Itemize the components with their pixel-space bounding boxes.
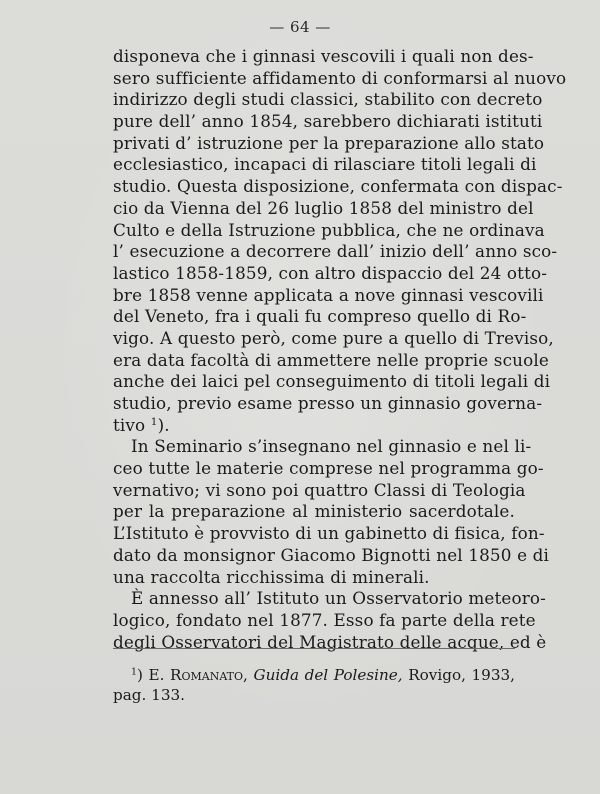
text-line: vernativo; vi sono poi quattro Classi di Teologia [113, 479, 526, 500]
text-line: l’ esecuzione a decorrere dall’ inizio dell’ anno sco- [113, 241, 558, 262]
text-line: lastico 1858-1859, con altro dispaccio del 24 otto- [113, 262, 548, 283]
text-line: per la preparazione al ministerio sacerdotale. [113, 501, 515, 522]
text-line: del Veneto, fra i quali fu compreso quello di Ro- [113, 306, 527, 327]
text-line: dato da monsignor Giacomo Bignotti nel 1850 e di [113, 544, 550, 565]
footnote-marker: 1 [131, 666, 137, 678]
footnote-line [113, 665, 515, 685]
footnote-author: E. Romanato, [148, 666, 248, 684]
footnote-marker-suffix: ) [137, 666, 143, 684]
text-line-with-footnote-ref [113, 415, 515, 437]
text-line: ceo tutte le materie comprese nel programma go- [113, 458, 544, 479]
text-line: indirizzo degli studi classici, stabilito con decreto [113, 89, 543, 110]
text-line: ecclesiastico, incapaci di rilasciare titoli legali di [113, 154, 537, 175]
body-text [113, 46, 567, 653]
text-line: logico, fondato nel 1877. Esso fa parte della rete [113, 609, 536, 630]
text-line: vigo. A questo però, come pure a quello di Treviso, [113, 327, 554, 348]
page-number: — 64 — [269, 18, 331, 36]
text-line: L’Istituto è provvisto di un gabinetto di fisica, fon- [113, 523, 545, 544]
text-line: una raccolta ricchissima di minerali. [113, 566, 430, 587]
text-line: anche dei laici pel conseguimento di titoli legali di [113, 371, 551, 392]
text-line: Culto e della Istruzione pubblica, che ne ordinava [113, 219, 545, 240]
footnote-line: pag. 133. [113, 686, 185, 704]
text-line: tivo [113, 414, 146, 435]
text-line: privati d’ istruzione per la preparazione allo stato [113, 132, 545, 153]
footnote-divider [113, 648, 515, 649]
text-line: sero sufficiente affidamento di conformarsi al nuovo [113, 67, 567, 88]
text-line: era data facoltà di ammettere nelle proprie scuole [113, 349, 549, 370]
footnote [113, 665, 515, 705]
text-line: studio. Questa disposizione, confermata con dispac- [113, 176, 563, 197]
footnote-reference-suffix: ). [157, 414, 170, 435]
text-line: È annesso all’ Istituto un Osservatorio meteoro- [131, 588, 546, 609]
text-line: degli Osservatori del Magistrato delle acque, ed è [113, 631, 547, 652]
text-line: disponeva che i ginnasi vescovili i quali non des- [113, 46, 534, 66]
text-line: cio da Vienna del 26 luglio 1858 del ministro del [113, 197, 534, 218]
text-line: bre 1858 venne applicata a nove ginnasi vescovili [113, 284, 544, 305]
text-line: In Seminario s’insegnano nel ginnasio e nel li- [131, 436, 532, 457]
footnote-reference: 1 [150, 415, 158, 428]
text-line: studio, previo esame presso un ginnasio governa- [113, 393, 543, 413]
footnote-publication: Rovigo, 1933, [408, 666, 515, 684]
text-line: pure dell’ anno 1854, sarebbero dichiarati istituti [113, 111, 543, 132]
footnote-title: Guida del Polesine, [253, 666, 403, 684]
